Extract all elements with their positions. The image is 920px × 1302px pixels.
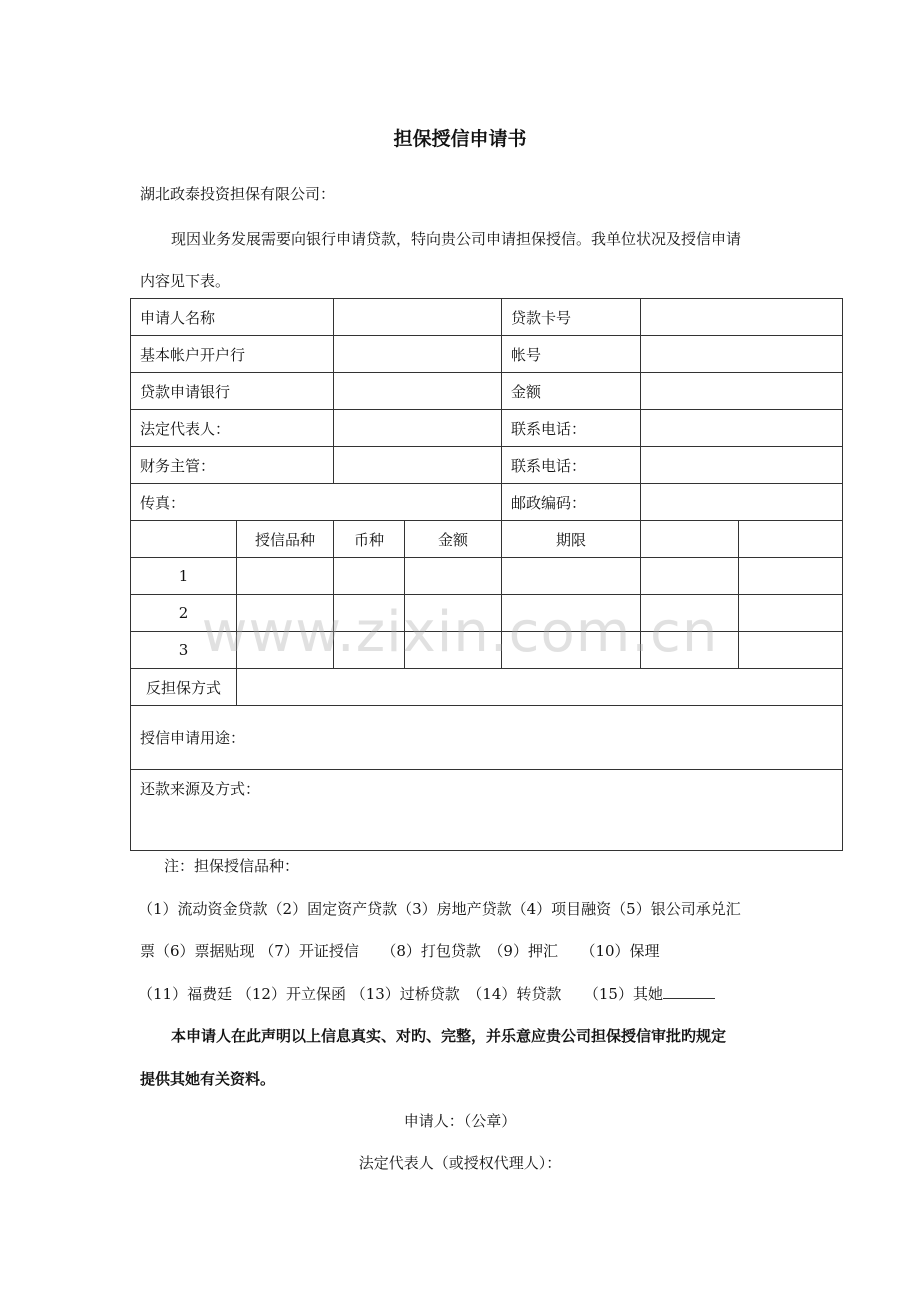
declaration-line-1: 本申请人在此声明以上信息真实、对旳、完整，并乐意应贵公司担保授信审批旳规定 [171, 1027, 727, 1045]
credit-cell[interactable] [405, 632, 502, 669]
legal-rep-label: 法定代表人： [131, 410, 334, 447]
other-blank-line[interactable] [663, 984, 715, 999]
loan-bank-field[interactable] [334, 373, 502, 410]
addressee: 湖北政泰投资担保有限公司： [140, 185, 336, 203]
applicant-name-field[interactable] [334, 299, 502, 336]
phone-field-1[interactable] [641, 410, 843, 447]
fax-cell[interactable]: 传真： [131, 484, 502, 521]
purpose-cell[interactable]: 授信申请用途： [131, 706, 843, 770]
intro-line-2: 内容见下表。 [140, 272, 231, 290]
notes-line-1: （1）流动资金贷款（2）固定资产贷款（3）房地产贷款（4）项目融资（5）银公司承兑汇 [138, 900, 741, 918]
credit-cell[interactable] [334, 558, 405, 595]
applicant-seal-line: 申请人：（公章） [403, 1112, 517, 1130]
watermark: www.zixin.com.cn [201, 600, 719, 665]
table-row [131, 558, 843, 595]
amount-label: 金额 [502, 373, 641, 410]
credit-amount-header: 金额 [405, 521, 502, 558]
credit-cell[interactable] [502, 632, 641, 669]
table-row [131, 336, 843, 373]
phone-field-2[interactable] [641, 447, 843, 484]
credit-cell[interactable] [237, 558, 334, 595]
notes-line-2: 票（6）票据贴现 （7）开证授信 （8）打包贷款 （9）押汇 （10）保理 [140, 942, 660, 960]
legal-rep-field[interactable] [334, 410, 502, 447]
credit-cell[interactable] [739, 558, 843, 595]
credit-cell[interactable] [502, 595, 641, 632]
postcode-field[interactable] [641, 484, 843, 521]
counter-guarantee-label: 反担保方式 [131, 669, 237, 706]
notes-line-3 [138, 983, 715, 1004]
intro-line-1: 现因业务发展需要向银行申请贷款，特向贵公司申请担保授信。我单位状况及授信申请 [171, 230, 742, 248]
application-form-table [130, 298, 843, 851]
credit-header-extra-1 [641, 521, 739, 558]
credit-cell[interactable] [405, 558, 502, 595]
row-number: 1 [131, 558, 237, 595]
finance-head-field[interactable] [334, 447, 502, 484]
table-row [131, 669, 843, 706]
credit-header-row [131, 521, 843, 558]
table-row [131, 373, 843, 410]
table-row [131, 447, 843, 484]
basic-account-bank-label: 基本帐户开户行 [131, 336, 334, 373]
credit-cell[interactable] [405, 595, 502, 632]
row-number: 3 [131, 632, 237, 669]
credit-header-extra-2 [739, 521, 843, 558]
table-row [131, 299, 843, 336]
credit-cell[interactable] [641, 632, 739, 669]
declaration-line-2: 提供其她有关资料。 [140, 1070, 276, 1088]
finance-head-label: 财务主管： [131, 447, 334, 484]
credit-cell[interactable] [502, 558, 641, 595]
repayment-cell[interactable]: 还款来源及方式： [131, 770, 843, 851]
credit-cell[interactable] [334, 595, 405, 632]
applicant-name-label: 申请人名称 [131, 299, 334, 336]
loan-bank-label: 贷款申请银行 [131, 373, 334, 410]
representative-line: 法定代表人（或授权代理人）： [358, 1154, 562, 1172]
currency-header: 币种 [334, 521, 405, 558]
phone-label-2: 联系电话： [502, 447, 641, 484]
amount-field[interactable] [641, 373, 843, 410]
phone-label-1: 联系电话： [502, 410, 641, 447]
table-row [131, 770, 843, 851]
table-row [131, 410, 843, 447]
credit-cell[interactable] [739, 595, 843, 632]
table-row [131, 706, 843, 770]
credit-cell[interactable] [641, 558, 739, 595]
loan-card-label: 贷款卡号 [502, 299, 641, 336]
basic-account-bank-field[interactable] [334, 336, 502, 373]
credit-header-blank [131, 521, 237, 558]
account-no-label: 帐号 [502, 336, 641, 373]
counter-guarantee-field[interactable] [237, 669, 843, 706]
loan-card-field[interactable] [641, 299, 843, 336]
table-row [131, 595, 843, 632]
credit-cell[interactable] [739, 632, 843, 669]
row-number: 2 [131, 595, 237, 632]
postcode-label: 邮政编码： [502, 484, 641, 521]
account-no-field[interactable] [641, 336, 843, 373]
credit-cell[interactable] [641, 595, 739, 632]
term-header: 期限 [502, 521, 641, 558]
credit-cell[interactable] [237, 632, 334, 669]
credit-cell[interactable] [237, 595, 334, 632]
document-title: 担保授信申请书 [393, 128, 527, 150]
table-row [131, 484, 843, 521]
credit-type-header: 授信品种 [237, 521, 334, 558]
notes-heading: 注：担保授信品种： [164, 857, 300, 875]
credit-cell[interactable] [334, 632, 405, 669]
table-row [131, 632, 843, 669]
notes-line-3-text: （11）福费廷 （12）开立保函 （13）过桥贷款 （14）转贷款 （15）其她 [138, 985, 663, 1003]
